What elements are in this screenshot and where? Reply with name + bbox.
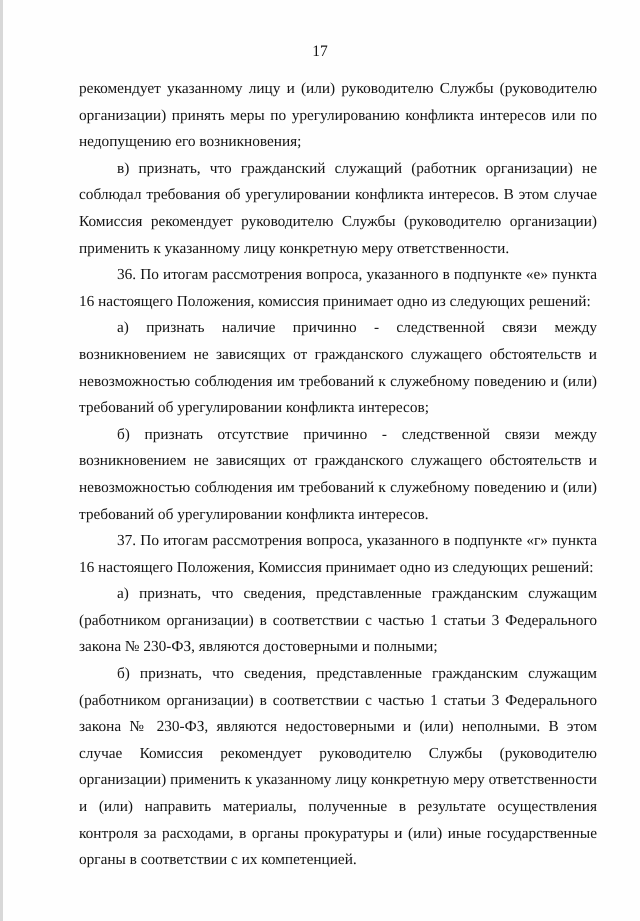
paragraph-continuation: рекомендует указанному лицу и (или) руководителю Службы (руководителю организации) принять меры по урегулированию конфликта интересов или по недопущению его возникновения; (79, 80, 597, 151)
paragraph-36: 36. По итогам рассмотрения вопроса, указанного в подпункте «е» пункта 16 настоящего Положения, комиссия принимает одно из следующих решений: (79, 266, 597, 310)
paragraph-37-a: а) признать, что сведения, представленные гражданским служащим (работником организации) в соответствии с частью 1 статьи 3 Федерального закона № 230-ФЗ, являются достоверными и полными; (79, 585, 597, 656)
paragraph-37: 37. По итогам рассмотрения вопроса, указанного в подпункте «г» пункта 16 настоящего Положения, Комиссия принимает одно из следующих решений: (79, 532, 597, 576)
document-body (79, 76, 597, 874)
page-number: 17 (312, 43, 328, 60)
scan-edge (0, 0, 3, 921)
paragraph-37-b: б) признать, что сведения, представленные гражданским служащим (работником организации) в соответствии с частью 1 статьи 3 Федерального закона № 230-ФЗ, являются недостоверными и (или) неполными. В этом случае Комиссия рекомендует руководителю Службы (руководителю организации) применить к указанному лицу конкретную меру ответственности и (или) направить материалы, полученные в результате осуществления контроля за расходами, в органы прокуратуры и (или) иные государственные органы в соответствии с их компетенцией. (79, 665, 597, 869)
paragraph-35-v: в) признать, что гражданский служащий (работник организации) не соблюдал требования об урегулировании конфликта интересов. В этом случае Комиссия рекомендует руководителю Службы (руководителю организации) применить к указанному лицу конкретную меру ответственности. (79, 159, 597, 257)
paragraph-36-b: б) признать отсутствие причинно - следственной связи между возникновением не зависящих от гражданского служащего обстоятельств и невозможностью соблюдения им требований к служебному поведению и (или) требований об урегулировании конфликта интересов. (79, 425, 597, 523)
paragraph-36-a: а) признать наличие причинно - следственной связи между возникновением не зависящих от гражданского служащего обстоятельств и невозможностью соблюдения им требований к служебному поведению и (или) требований об урегулировании конфликта интересов; (79, 319, 597, 417)
